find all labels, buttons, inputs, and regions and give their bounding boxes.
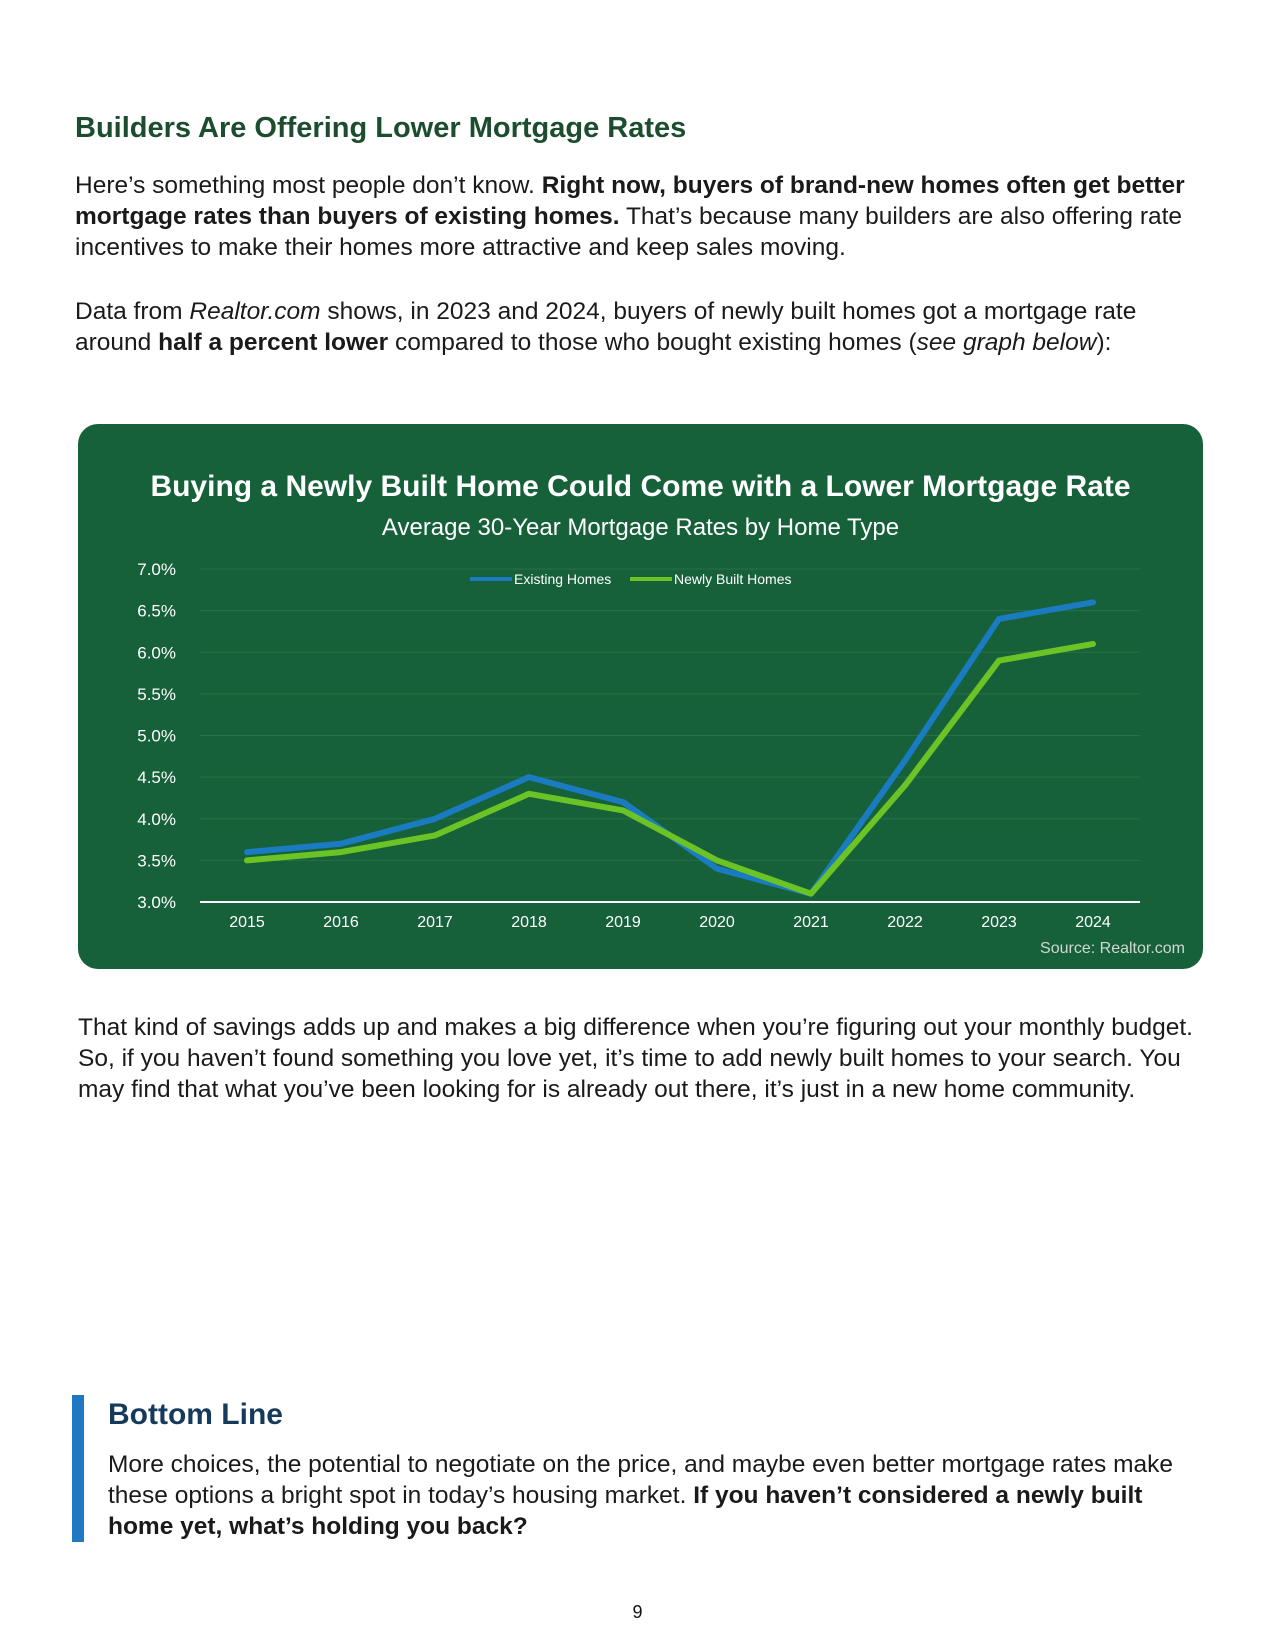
x-tick-label: 2023 <box>981 914 1017 931</box>
data-text: Data from <box>75 298 190 325</box>
x-tick-label: 2017 <box>417 914 453 931</box>
accent-bar <box>72 1395 84 1542</box>
line-chart <box>78 424 1203 969</box>
x-tick-label: 2016 <box>323 914 359 931</box>
x-tick-label: 2021 <box>793 914 829 931</box>
y-tick-label: 5.5% <box>137 684 176 704</box>
intro-text: Here’s something most people don’t know. <box>75 172 542 199</box>
section-heading: Builders Are Offering Lower Mortgage Rates <box>75 112 687 144</box>
intro-paragraph <box>75 170 1205 263</box>
y-tick-label: 3.5% <box>137 851 176 871</box>
bottom-line-bold: If you haven’t considered a newly built home yet, what’s holding you back? <box>108 1482 1143 1540</box>
x-tick-label: 2018 <box>511 914 547 931</box>
legend-label: Existing Homes <box>514 571 612 587</box>
data-text-4: ): <box>1096 329 1112 356</box>
data-bold: half a percent lower <box>158 329 389 356</box>
legend-label: Newly Built Homes <box>674 571 792 587</box>
chart-subtitle: Average 30-Year Mortgage Rates by Home Type <box>381 514 900 541</box>
intro-bold: Right now, buyers of brand-new homes often get better mortgage rates than buyers of existing homes. <box>75 172 1185 230</box>
graph-reference: see graph below <box>916 329 1097 356</box>
closing-paragraph: That kind of savings adds up and makes a big difference when you’re figuring out your monthly budget. So, if you haven’t found something you love yet, it’s time to add newly built homes to your search. You may find that what you’ve been looking for is already out there, it’s just in a new home community. <box>78 1014 1193 1103</box>
y-tick-label: 3.0% <box>137 893 176 912</box>
y-tick-label: 7.0% <box>137 560 176 579</box>
x-tick-label: 2015 <box>229 914 265 931</box>
data-text-2: shows, in 2023 and 2024, buyers of newly built homes got a mortgage rate around <box>75 298 1137 356</box>
y-tick-label: 5.0% <box>137 726 176 746</box>
intro-text-2: That’s because many builders are also offering rate incentives to make their homes more attractive and keep sales moving. <box>75 203 1183 261</box>
x-tick-label: 2024 <box>1075 914 1111 931</box>
series-line-existing-homes <box>247 602 1093 893</box>
chart-source: Source: Realtor.com <box>1040 940 1185 957</box>
page-number: 9 <box>632 1602 643 1622</box>
y-tick-label: 6.5% <box>137 601 176 621</box>
chart-title: Buying a Newly Built Home Could Come with a Lower Mortgage Rate <box>150 470 1131 503</box>
x-tick-label: 2019 <box>605 914 641 931</box>
y-tick-label: 6.0% <box>137 643 176 663</box>
chart-card <box>78 424 1203 969</box>
bottom-line-title: Bottom Line <box>108 1398 283 1431</box>
data-paragraph <box>75 296 1205 358</box>
x-tick-label: 2022 <box>887 914 923 931</box>
series-line-newly-built-homes <box>247 644 1093 894</box>
y-tick-label: 4.5% <box>137 768 176 788</box>
bottom-line-paragraph <box>108 1449 1208 1542</box>
data-text-3: compared to those who bought existing homes ( <box>388 329 917 356</box>
source-mention: Realtor.com <box>189 298 321 325</box>
x-tick-label: 2020 <box>699 914 735 931</box>
bottom-line-text: More choices, the potential to negotiate on the price, and maybe even better mortgage rates make these options a bright spot in today’s housing market. <box>108 1451 1174 1509</box>
y-tick-label: 4.0% <box>137 809 176 829</box>
